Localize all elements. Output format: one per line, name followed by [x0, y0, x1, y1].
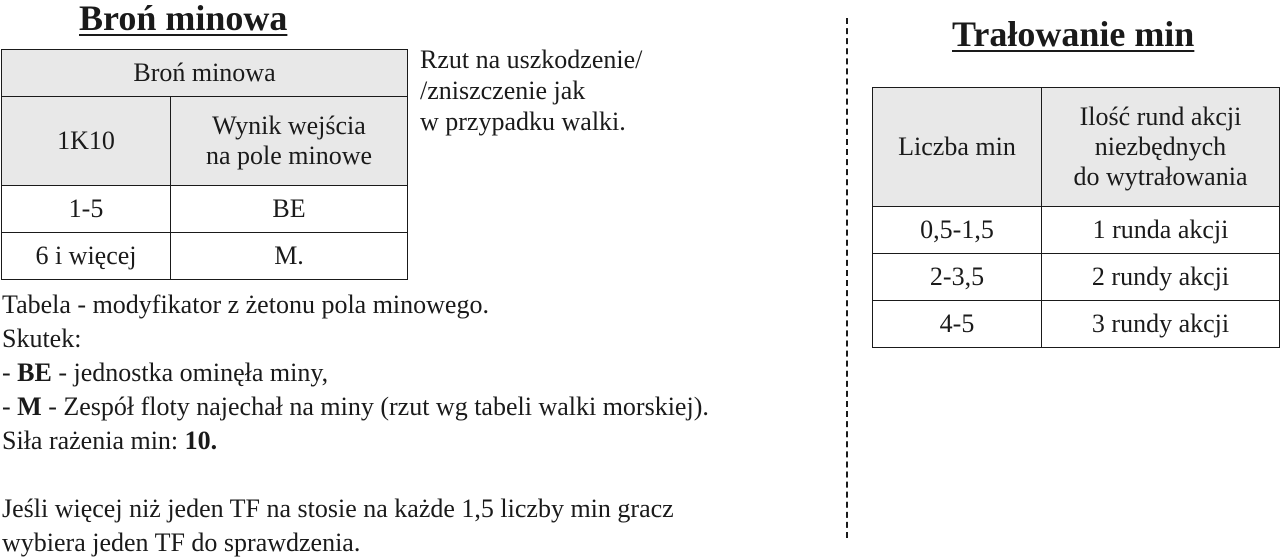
minesweeping-title: Trałowanie min [952, 14, 1195, 54]
table-row [873, 301, 1280, 348]
mine-warfare-table [1, 49, 408, 280]
effect-m-line [2, 390, 709, 424]
note-line: /zniszczenie jak [420, 76, 586, 105]
effect-heading: Skutek: [2, 324, 82, 353]
column-header-result-line: na pole minowe [205, 141, 373, 170]
effect-description: - Zespół floty najechał na miny (rzut wg tabeli walki morskiej). [41, 392, 709, 421]
column-header-result-line: Wynik wejścia [212, 111, 366, 140]
effect-code: BE [17, 358, 52, 387]
stack-rule-line: Jeśli więcej niż jeden TF na stosie na każde 1,5 liczby min gracz [2, 494, 674, 523]
dash: - [2, 392, 18, 421]
mines-cell: 2-3,5 [873, 254, 1042, 301]
roll-cell: 6 i więcej [2, 233, 171, 280]
table-row [873, 254, 1280, 301]
table-row [2, 233, 408, 280]
result-cell: BE [171, 186, 408, 233]
table-row [2, 186, 408, 233]
note-line: Rzut na uszkodzenie/ [420, 45, 643, 74]
column-header-rounds [1042, 88, 1280, 207]
mines-cell: 0,5-1,5 [873, 207, 1042, 254]
table-row [873, 207, 1280, 254]
rounds-cell: 1 runda akcji [1042, 207, 1280, 254]
mine-strength-value: 10. [184, 426, 218, 455]
result-cell: M. [171, 233, 408, 280]
effect-code: M [17, 392, 42, 421]
dash: - [2, 358, 18, 387]
minesweeping-table [872, 87, 1280, 348]
effect-description: - jednostka ominęła miny, [51, 358, 329, 387]
column-header-roll: 1K10 [2, 97, 171, 186]
table-header: Broń minowa [2, 50, 408, 97]
column-header-result [171, 97, 408, 186]
note-line: w przypadku walki. [420, 107, 626, 136]
rounds-cell: 3 rundy akcji [1042, 301, 1280, 348]
blank-line [2, 458, 709, 492]
damage-roll-note [420, 44, 642, 137]
mine-strength-line [2, 424, 709, 458]
column-header-rounds-line: niezbędnych [1094, 132, 1227, 161]
rules-text [2, 288, 709, 560]
column-header-mines: Liczba min [873, 88, 1042, 207]
mine-warfare-title: Broń minowa [79, 0, 288, 38]
roll-cell: 1-5 [2, 186, 171, 233]
column-header-rounds-line: do wytrałowania [1073, 162, 1248, 191]
column-header-rounds-line: Ilość rund akcji [1079, 102, 1242, 131]
dashed-divider [846, 18, 848, 538]
effect-be-line [2, 356, 709, 390]
stack-rule-line: wybiera jeden TF do sprawdzenia. [2, 528, 361, 557]
mine-strength-label: Siła rażenia min: [2, 426, 185, 455]
mines-cell: 4-5 [873, 301, 1042, 348]
rounds-cell: 2 rundy akcji [1042, 254, 1280, 301]
modifier-line: Tabela - modyfikator z żetonu pola minowego. [2, 290, 489, 319]
